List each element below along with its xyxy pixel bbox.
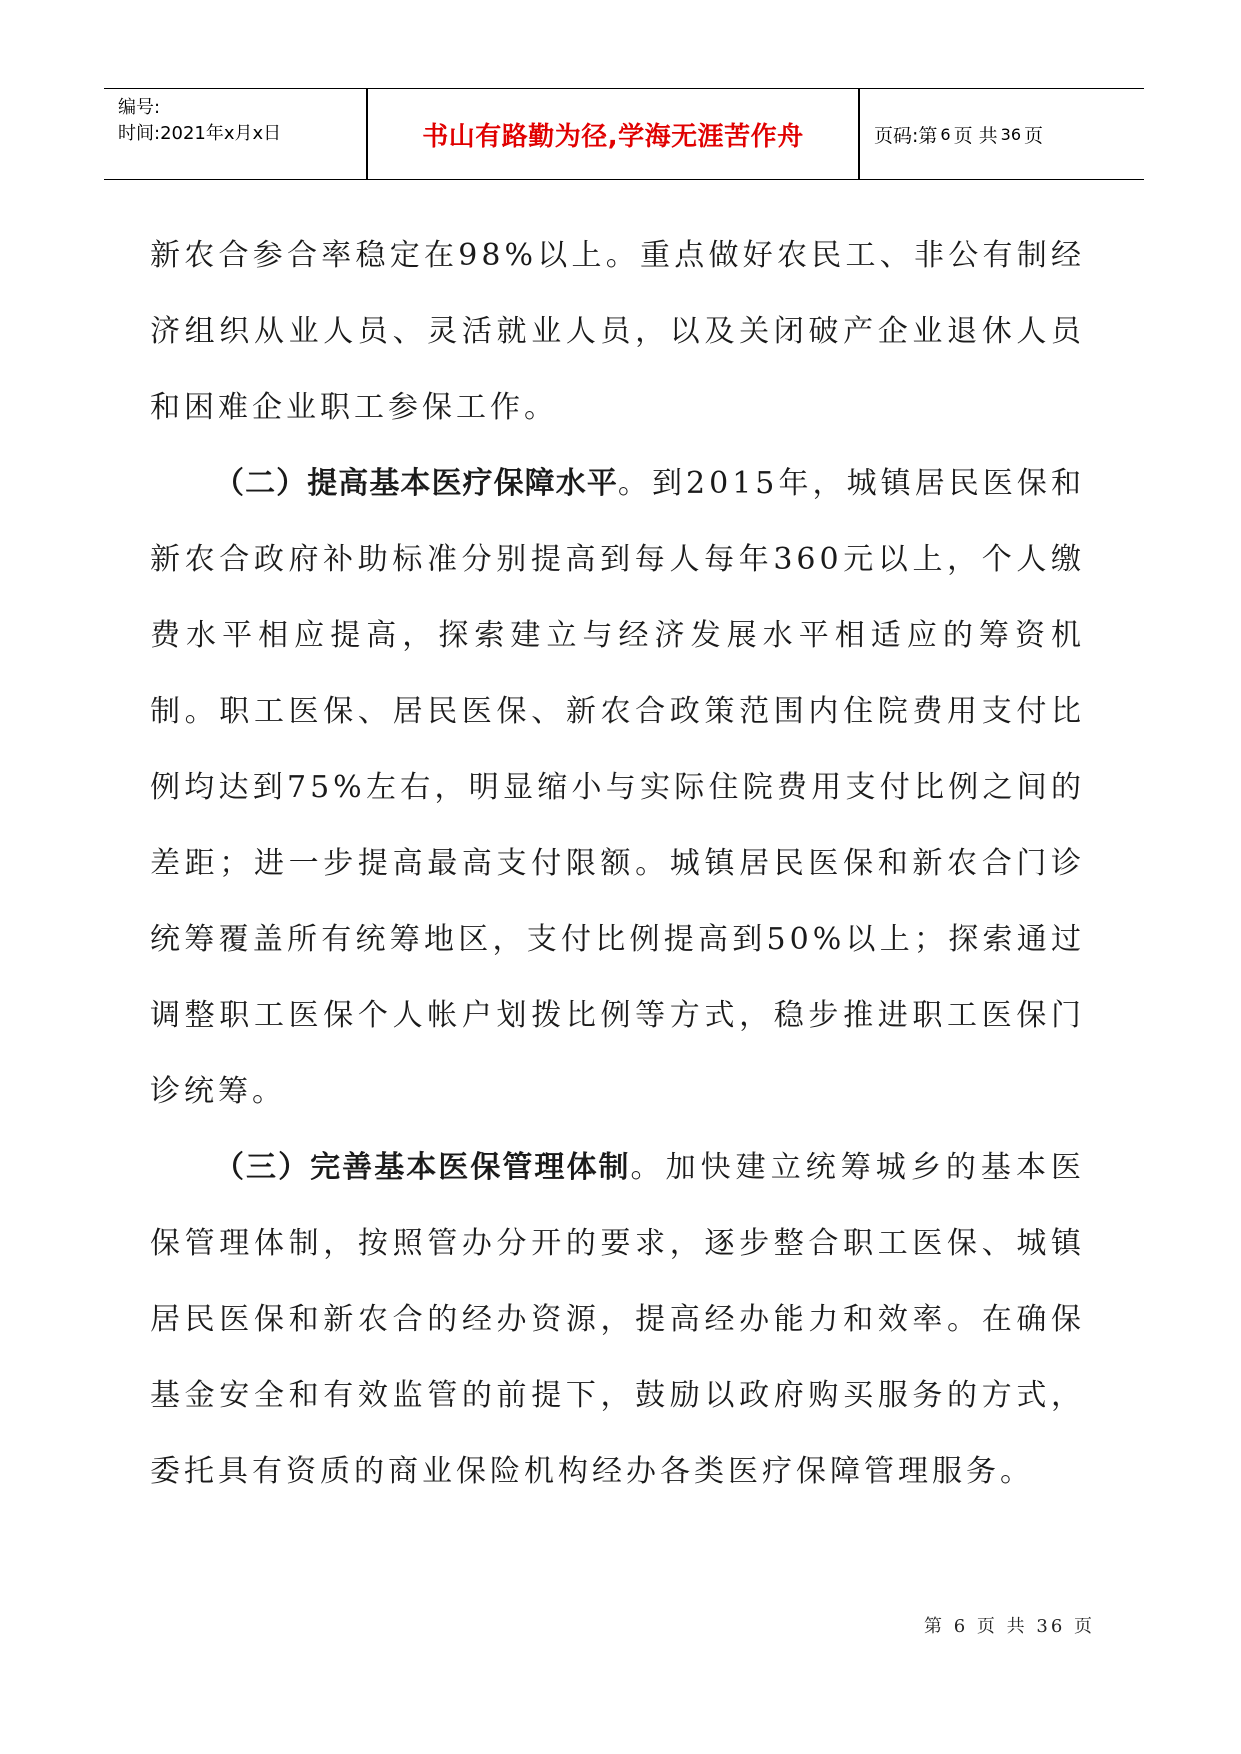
header-divider <box>858 89 860 179</box>
paragraph-text: 新农合参合率稳定在98%以上。重点做好农民工、非公有制经济组织从业人员、灵活就业人员，以及关闭破产企业退休人员和困难企业职工参保工作。 <box>150 238 1085 425</box>
section-heading: （二）提高基本医疗保障水平 <box>214 466 618 501</box>
page-prefix: 页码:第 <box>874 124 938 147</box>
paragraph-text: 。加快建立统筹城乡的基本医保管理体制，按照管办分开的要求，逐步整合职工医保、城镇居民医保和新农合的经办资源，提高经办能力和效率。在确保基金安全和有效监管的前提下，鼓励以政府购买服务的方式，委托具有资质的商业保险机构经办各类医疗保障管理服务。 <box>150 1150 1086 1489</box>
paragraph-text: 。到2015年，城镇居民医保和新农合政府补助标准分别提高到每人每年360元以上，个人缴费水平相应提高，探索建立与经济发展水平相适应的筹资机制。职工医保、居民医保、新农合政策范围内住院费用支付比例均达到75%左右，明显缩小与实际住院费用支付比例之间的差距；进一步提高最高支付限额。城镇居民医保和新农合门诊统筹覆盖所有统筹地区，支付比例提高到50%以上；探索通过调整职工医保个人帐户划拨比例等方式，稳步推进职工医保门诊统筹。 <box>150 466 1085 1109</box>
page-footer: 第 6 页 共 36 页 <box>924 1616 1095 1637</box>
header-motto: 书山有路勤为径,学海无涯苦作舟 <box>422 121 804 152</box>
code-label: 编号: <box>118 97 161 118</box>
document-body <box>150 218 1085 1510</box>
time-label: 时间:2021年x月x日 <box>118 123 282 144</box>
paragraph <box>150 218 1085 446</box>
header-meta <box>118 95 281 147</box>
page-total: 36 <box>1000 124 1021 144</box>
paragraph <box>150 446 1085 1130</box>
paragraph <box>150 1130 1085 1510</box>
page-header <box>104 88 1144 180</box>
section-heading: （三）完善基本医保管理体制 <box>214 1150 631 1185</box>
header-page-number <box>874 89 1043 179</box>
page-suffix: 页 <box>1024 124 1044 147</box>
page-mid: 页 共 <box>953 124 998 147</box>
page-current: 6 <box>940 124 951 144</box>
